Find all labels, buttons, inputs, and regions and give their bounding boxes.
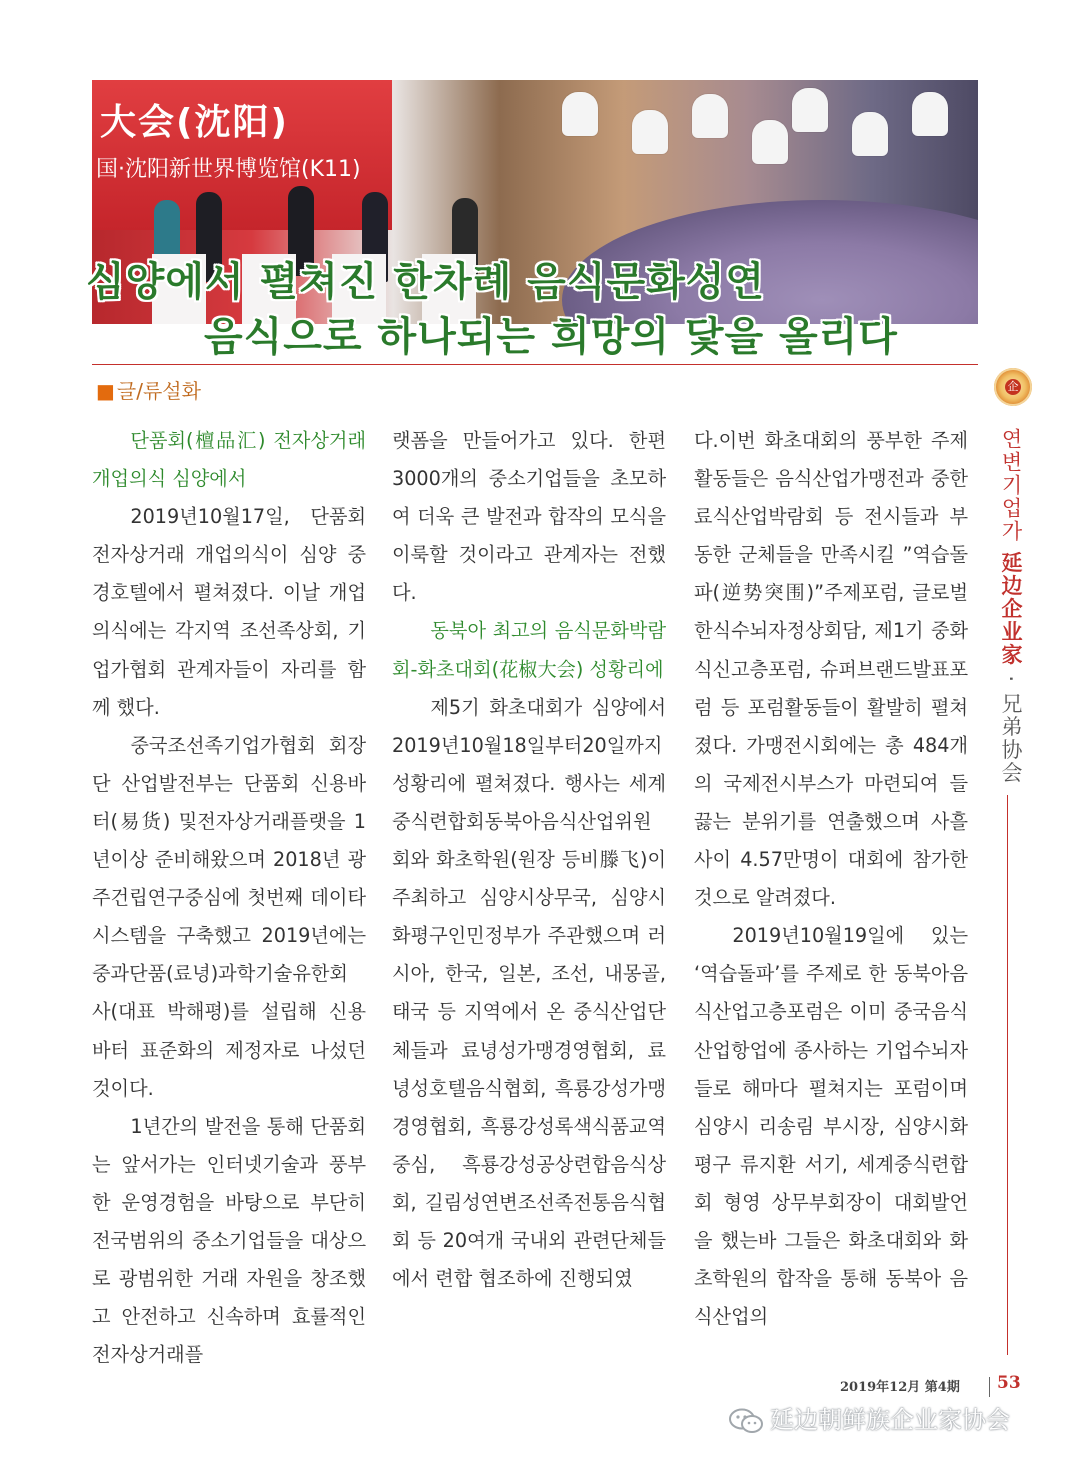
chef-hat [752, 120, 788, 164]
vertical-magazine-title [996, 428, 1026, 785]
watermark [728, 1400, 1010, 1440]
association-logo-icon: 企 [994, 368, 1032, 406]
watermark-text: 延边朝鲜族企业家协会 [770, 1406, 1010, 1434]
column-2 [392, 422, 666, 1298]
article-title-line2: 음식으로 하나되는 희망의 닻을 올리다 [204, 314, 898, 360]
wechat-icon [728, 1407, 764, 1435]
paragraph: 제5기 화초대회가 심양에서 2019년10월18일부터20일까지 성황리에 펼쳐졌다. 행사는 세계중식련합회동북아음식산업위원회와 화초학원(원장 등비滕飞)이 주최하고 심양시상무국, 심양시화평구인민정부가 주관했으며 러시아, 한국, 일본, 조선, 내몽골, 태국 등 지역에서 온 중식산업단체들과 료녕성가맹경영협회, 료녕성호텔음식협회, 흑룡강성가맹경영협회, 흑룡강성록색식품교역중심, 흑룡강성공상련합음식상회, 길림성연변조선족전통음식협회 등 20여개 국내외 관련단체들에서 련합 협조하에 진행되였 [392, 695, 666, 1291]
chef-hat [632, 110, 668, 154]
paragraph: 중국조선족기업가협회 회장단 산업발전부는 단품회 신용바터(易货) 및전자상거래플랫을 1년이상 준비해왔으며 2018년 광주건립연구중심에 첫번째 데이타시스템을 구축했고 2019년에는 중과단품(료녕)과학기술유한회사(대표 박해평)를 설립해 신용바터 표준화의 제정자로 나섰던 것이다. [92, 733, 366, 1100]
footer-divider [989, 1377, 990, 1397]
paragraph: 1년간의 발전을 통해 단품회는 앞서가는 인터넷기술과 풍부한 운영경험을 바탕으로 부단히 전국범위의 중소기업들을 대상으로 광범위한 거래 자원을 창조했고 안전하고 신속하며 효률적인 전자상거래플 [92, 1114, 366, 1367]
chef-hat [852, 112, 888, 156]
article-title-line1: 심양에서 펼쳐진 한차례 음식문화성연 [86, 259, 766, 305]
side-rule [1007, 795, 1008, 1355]
square-bullet-icon: ■ [96, 379, 115, 403]
separator-dot: · [999, 675, 1023, 685]
paragraph: 다.이번 화초대회의 풍부한 주제활동들은 음식산업가맹전과 중한료식산업박람회 등 전시들과 부동한 군체들을 만족시킬 ”역습돌파(逆势突围)”주제포럼, 글로벌한식수뇌자정상회담, 제1기 중화식신고층포럼, 슈퍼브랜드발표포럼 등 포럼활동들이 활발히 펼쳐졌다. 가맹전시회에는 총 484개의 국제전시부스가 마련되여 들끓는 분위기를 연출했으며 사흘사이 4.57만명이 대회에 참가한것으로 알려졌다. [694, 429, 968, 910]
magazine-name-chinese: 延边企业家 [999, 551, 1023, 667]
brother-association-label: 兄弟协会 [999, 692, 1023, 785]
magazine-name-korean: 연변기업가 [999, 428, 1023, 543]
banner-sign-subtext: 国·沈阳新世界博览馆(K11) [96, 157, 361, 182]
paragraph: 랫폼을 만들어가고 있다. 한편 3000개의 중소기업들을 초모하여 더욱 큰 발전과 합작의 모식을 이룩할 것이라고 관계자는 전했다. [392, 429, 666, 605]
chef-hat [692, 94, 728, 138]
byline-text: 글/류설화 [116, 379, 201, 403]
column-3 [694, 422, 968, 1336]
banner-sign-text: 大会(沈阳) [100, 102, 289, 143]
chef-hat [562, 92, 598, 136]
paragraph: 2019년10월17일, 단품회 전자상거래 개업의식이 심양 중경호텔에서 펼쳐졌다. 이날 개업의식에는 각지역 조선족상회, 기업가협회 관계자들이 자리를 함께 했다. [92, 505, 366, 719]
column-1 [92, 422, 366, 1374]
page-number: 53 [997, 1373, 1021, 1393]
issue-info: 2019年12月 第4期 [840, 1380, 960, 1395]
subheading: 동북아 최고의 음식문화박람회-화초대회(花椒大会) 성황리에 [392, 619, 666, 681]
title-divider [92, 364, 978, 365]
subheading: 단품회(檀品汇) 전자상거래 개업의식 심양에서 [92, 429, 366, 491]
chef-hat [912, 92, 948, 136]
paragraph: 2019년10월19일에 있는 ‘역습돌파’를 주제로 한 동북아음식산업고층포럼은 이미 중국음식산업항업에 종사하는 기업수뇌자들로 해마다 펼쳐지는 포럼이며 심양시 리송림 부시장, 심양시화평구 류지환 서기, 세계중식련합회 형영 상무부회장이 대회발언을 했는바 그들은 화초대회와 화초학원의 합작을 통해 동북아 음식산업의 [694, 924, 968, 1329]
byline [96, 375, 201, 404]
chef-hat [792, 88, 828, 132]
